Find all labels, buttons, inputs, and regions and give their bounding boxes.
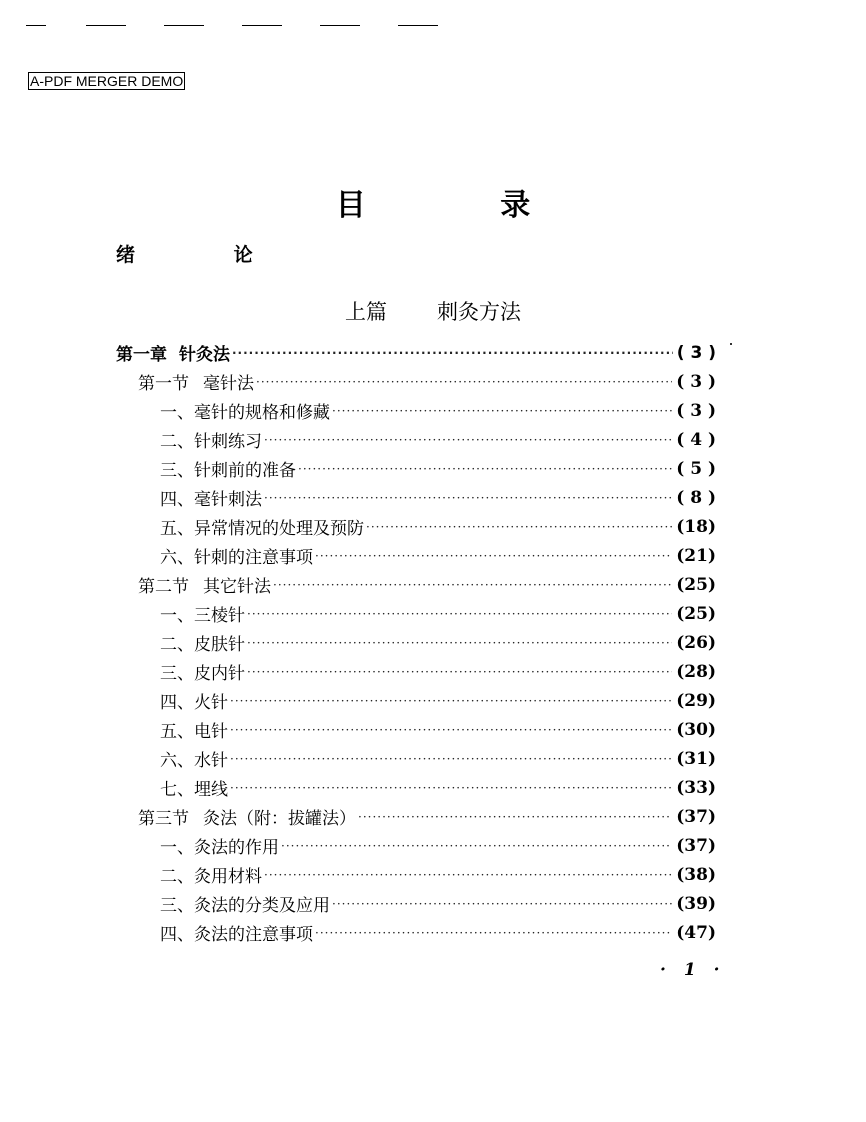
toc-entry-number: 第三节: [138, 809, 189, 829]
toc-entry-label: [138, 369, 254, 394]
page-number: · 1 ·: [660, 960, 726, 980]
toc-entry-label: [116, 340, 230, 365]
toc-entry-title: 四、火针: [160, 693, 228, 713]
toc-entry-page: (25): [676, 574, 716, 595]
dot-leader: [315, 549, 672, 563]
toc-entry[interactable]: [160, 425, 716, 454]
part-name: 刺灸方法: [437, 300, 521, 324]
toc-entry-title: 一、三棱针: [160, 606, 245, 626]
toc-entry[interactable]: [160, 889, 716, 918]
toc-entry-page: (18): [676, 516, 716, 537]
toc-entry-number: 第二节: [138, 577, 189, 597]
dot-leader: [247, 607, 672, 621]
toc-entry-label: [160, 485, 262, 510]
dot-leader: [230, 694, 672, 708]
toc-entry-title: 二、针刺练习: [160, 432, 262, 452]
toc-entry-label: [160, 630, 245, 655]
header-rule: [242, 25, 282, 26]
toc-entry-label: [160, 514, 364, 539]
toc-entry-title: 四、毫针刺法: [160, 490, 262, 510]
toc-entry-page: ( 3 ): [676, 342, 716, 363]
toc-entry[interactable]: [160, 860, 716, 889]
dot-leader: [281, 839, 672, 853]
dot-leader: [247, 636, 672, 650]
toc-entry-label: [160, 398, 330, 423]
dot-leader: [332, 897, 672, 911]
dot-leader: [232, 346, 673, 360]
toc-entry-label: [138, 572, 271, 597]
toc-entry[interactable]: [160, 599, 716, 628]
toc-entry-label: [160, 833, 279, 858]
toc-entry[interactable]: [160, 773, 716, 802]
toc-entry-label: [160, 601, 245, 626]
toc-entry[interactable]: [116, 338, 716, 367]
toc-entry-title: 五、电针: [160, 722, 228, 742]
toc-entry[interactable]: [160, 628, 716, 657]
dot-leader: [264, 491, 672, 505]
dot-leader: [230, 752, 672, 766]
toc-entry-label: [160, 862, 262, 887]
toc-entry-title: 六、针刺的注意事项: [160, 548, 313, 568]
part-heading: [0, 296, 866, 326]
dot-leader: [273, 578, 672, 592]
page-title: 目 录: [335, 188, 593, 223]
toc-entry-page: (30): [676, 719, 716, 740]
dot-leader: [247, 665, 672, 679]
toc-entry-label: [160, 717, 228, 742]
toc-entry-page: (31): [676, 748, 716, 769]
toc-entry-page: (37): [676, 835, 716, 856]
dot-leader: [230, 781, 672, 795]
toc-entry-page: (28): [676, 661, 716, 682]
toc-entry[interactable]: [160, 657, 716, 686]
toc-entry[interactable]: [138, 367, 716, 396]
header-rule: [164, 25, 204, 26]
toc-entry-title: 二、皮肤针: [160, 635, 245, 655]
toc-entry-page: (37): [676, 806, 716, 827]
toc-entry[interactable]: [160, 715, 716, 744]
toc-entry-page: ( 5 ): [676, 458, 716, 479]
header-rule: [398, 25, 438, 26]
toc-entry-label: [160, 891, 330, 916]
toc-entry-page: ( 8 ): [676, 487, 716, 508]
toc-entry[interactable]: [160, 483, 716, 512]
toc-entry-number: 第一章: [116, 345, 167, 365]
toc-entry[interactable]: [160, 396, 716, 425]
toc-entry-page: (29): [676, 690, 716, 711]
toc-entry-title: 针灸法: [179, 345, 230, 365]
toc-entry-title: 三、针刺前的准备: [160, 461, 296, 481]
toc-entry-number: 第一节: [138, 374, 189, 394]
part-number: 上篇: [345, 300, 387, 324]
toc-entry[interactable]: [160, 541, 716, 570]
toc-entry-title: 毫针法: [203, 374, 254, 394]
toc-entry[interactable]: [160, 918, 716, 947]
toc-entry[interactable]: [160, 512, 716, 541]
dot-leader: [358, 810, 672, 824]
toc-entry[interactable]: [160, 686, 716, 715]
toc-entry-page: (38): [676, 864, 716, 885]
dot-leader: [315, 926, 672, 940]
toc-entry-page: (21): [676, 545, 716, 566]
toc-entry[interactable]: [160, 831, 716, 860]
dot-leader: [366, 520, 672, 534]
dot-leader: [264, 868, 672, 882]
watermark-label: A-PDF MERGER DEMO: [30, 73, 184, 89]
toc-entry-title: 一、毫针的规格和修藏: [160, 403, 330, 423]
header-rule: [86, 25, 126, 26]
dot-leader: [298, 462, 672, 476]
toc-entry[interactable]: [160, 454, 716, 483]
toc-entry-title: 六、水针: [160, 751, 228, 771]
toc-entry-title: 其它针法: [203, 577, 271, 597]
toc-entry-title: 三、灸法的分类及应用: [160, 896, 330, 916]
toc-entry-page: (26): [676, 632, 716, 653]
header-rule: [26, 25, 46, 26]
toc-intro-heading: 绪 论: [116, 244, 299, 266]
toc-entry-page: (25): [676, 603, 716, 624]
toc-entry[interactable]: [138, 802, 716, 831]
dot-leader: [256, 375, 672, 389]
dot-leader: [332, 404, 672, 418]
toc-entry-page: (47): [676, 922, 716, 943]
toc-entry-label: [160, 427, 262, 452]
toc-entry-page: ( 3 ): [676, 400, 716, 421]
scan-speck: [730, 343, 732, 345]
toc-entry-page: (39): [676, 893, 716, 914]
toc-entry-label: [160, 746, 228, 771]
toc-entry-page: (33): [676, 777, 716, 798]
toc-entry-title: 五、异常情况的处理及预防: [160, 519, 364, 539]
toc-entry-label: [160, 456, 296, 481]
toc-entry-label: [160, 688, 228, 713]
toc-entry-title: 三、皮内针: [160, 664, 245, 684]
toc-entry-page: ( 4 ): [676, 429, 716, 450]
toc-entry-label: [160, 775, 228, 800]
toc-entry-page: ( 3 ): [676, 371, 716, 392]
toc-entry-title: 二、灸用材料: [160, 867, 262, 887]
toc-entry-label: [160, 543, 313, 568]
toc-entry-label: [160, 920, 313, 945]
toc-entry-label: [138, 804, 356, 829]
toc-entry[interactable]: [160, 744, 716, 773]
toc-entry-title: 灸法（附：拔罐法）: [203, 809, 356, 829]
dot-leader: [264, 433, 672, 447]
dot-leader: [230, 723, 672, 737]
toc-entry-title: 四、灸法的注意事项: [160, 925, 313, 945]
toc-entry-label: [160, 659, 245, 684]
header-rule: [320, 25, 360, 26]
toc-entry-title: 一、灸法的作用: [160, 838, 279, 858]
toc-entry[interactable]: [138, 570, 716, 599]
toc-entry-title: 七、埋线: [160, 780, 228, 800]
